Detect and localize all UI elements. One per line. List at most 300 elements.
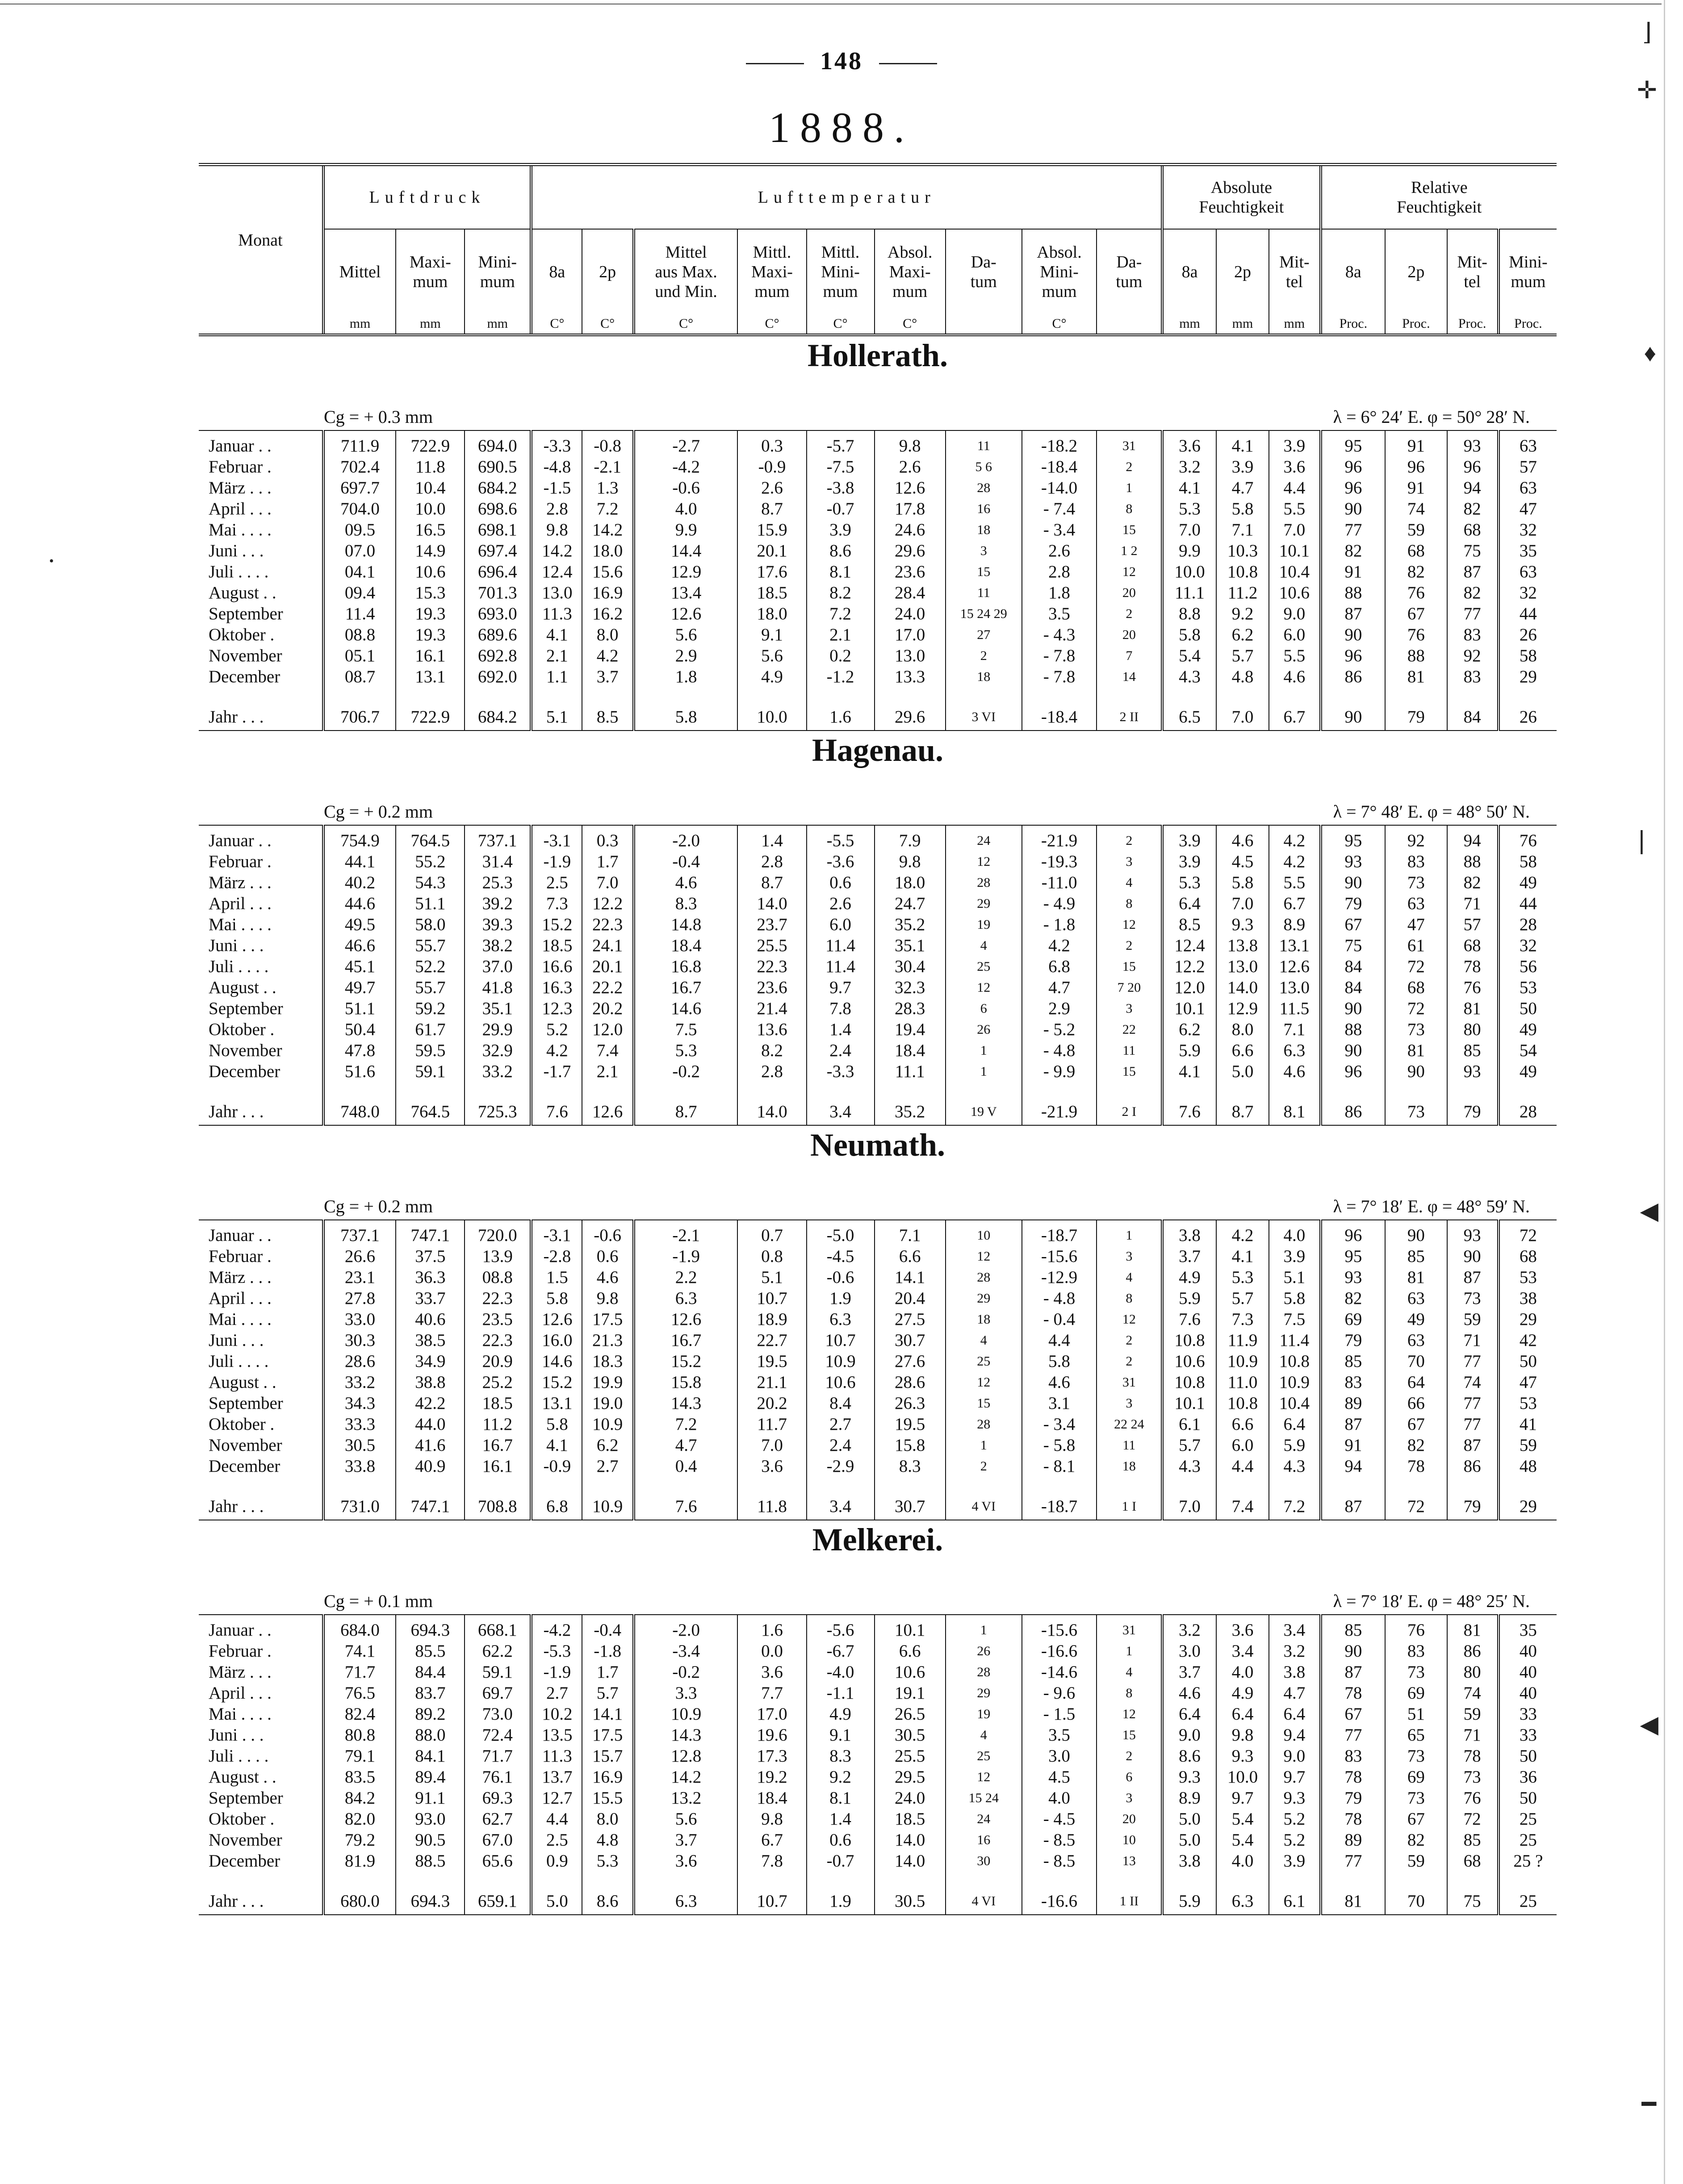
value-cell: 10.1 (1162, 1393, 1216, 1414)
value-cell: 4.7 (634, 1435, 738, 1456)
annual-value-cell: 3 VI (946, 687, 1022, 731)
value-cell: 3.9 (1162, 851, 1216, 872)
value-cell: 42.2 (396, 1393, 465, 1414)
value-cell: 4.4 (1216, 1456, 1269, 1477)
value-cell: 9.8 (737, 1808, 806, 1829)
value-cell: 63 (1385, 893, 1447, 914)
value-cell: 12.6 (875, 477, 946, 498)
value-cell: 10.9 (1269, 1372, 1320, 1393)
value-cell: 2.8 (1022, 561, 1097, 582)
annual-value-cell: 90 (1321, 687, 1386, 731)
value-cell: -1.9 (531, 851, 582, 872)
value-cell: -14.0 (1022, 477, 1097, 498)
value-cell: 90 (1321, 624, 1386, 645)
value-cell: 33.7 (396, 1288, 465, 1309)
value-cell: 13.7 (531, 1766, 582, 1787)
value-cell: 44.1 (323, 851, 396, 872)
value-cell: 79 (1321, 1330, 1386, 1351)
annual-value-cell: 3.4 (807, 1082, 875, 1125)
margin-dot: • (49, 554, 54, 568)
value-cell: 13.8 (1216, 935, 1269, 956)
value-cell: 90 (1321, 1641, 1386, 1662)
value-cell: 4.2 (1022, 935, 1097, 956)
value-cell: 10 (946, 1220, 1022, 1246)
col-datum: Da- tum (946, 229, 1022, 314)
value-cell: 7.5 (634, 1019, 738, 1040)
value-cell: 2.7 (582, 1456, 633, 1477)
value-cell: 44 (1499, 893, 1557, 914)
value-cell: 13.0 (875, 645, 946, 666)
unit-cell: Proc. (1385, 314, 1447, 335)
annual-value-cell: 659.1 (465, 1871, 531, 1915)
value-cell: 8.3 (634, 893, 738, 914)
value-cell: 76.5 (323, 1683, 396, 1704)
value-cell: 14.1 (582, 1704, 633, 1725)
value-cell: -5.7 (807, 430, 875, 456)
value-cell: 3.4 (1216, 1641, 1269, 1662)
value-cell: 15 (1097, 956, 1162, 977)
unit-cell: C° (875, 314, 946, 335)
value-cell: 19.3 (396, 624, 465, 645)
value-cell: 701.3 (465, 582, 531, 603)
value-cell: 9.0 (1269, 1746, 1320, 1766)
value-cell: 8.6 (1162, 1746, 1216, 1766)
value-cell: 28.4 (875, 582, 946, 603)
value-cell: 85 (1321, 1615, 1386, 1641)
value-cell: 44.6 (323, 893, 396, 914)
annual-value-cell: 8.7 (634, 1082, 738, 1125)
annual-value-cell: 11.8 (737, 1477, 806, 1520)
value-cell: 17.6 (737, 561, 806, 582)
table-row (199, 851, 1557, 872)
value-cell: - 1.8 (1022, 914, 1097, 935)
value-cell: 0.2 (807, 645, 875, 666)
value-cell: 4.7 (1216, 477, 1269, 498)
value-cell: 83 (1385, 1641, 1447, 1662)
value-cell: 693.0 (465, 603, 531, 624)
month-label: April . . . (209, 1683, 272, 1703)
value-cell: 22 (1097, 1019, 1162, 1040)
value-cell: 23.6 (875, 561, 946, 582)
value-cell: 3 (946, 540, 1022, 561)
table-row (199, 1435, 1557, 1456)
value-cell: 40 (1499, 1662, 1557, 1683)
value-cell: 2.5 (531, 1829, 582, 1850)
value-cell: -0.6 (807, 1267, 875, 1288)
value-cell: 711.9 (323, 430, 396, 456)
table-row (199, 1746, 1557, 1766)
value-cell: 8.7 (737, 498, 806, 519)
value-cell: 33.8 (323, 1456, 396, 1477)
value-cell: 5.3 (1216, 1267, 1269, 1288)
value-cell: 4 (1097, 872, 1162, 893)
value-cell: 1 (1097, 477, 1162, 498)
value-cell: 4.1 (1216, 1246, 1269, 1267)
value-cell: 81 (1385, 666, 1447, 687)
station-name: Neumath. (810, 1127, 945, 1163)
value-cell: 5.5 (1269, 872, 1320, 893)
value-cell: 3.7 (634, 1829, 738, 1850)
value-cell: 9.3 (1216, 914, 1269, 935)
value-cell: 72 (1447, 1808, 1499, 1829)
value-cell: -2.1 (582, 456, 633, 477)
value-cell: 8.3 (807, 1746, 875, 1766)
value-cell: 2.8 (531, 498, 582, 519)
value-cell: -1.2 (807, 666, 875, 687)
value-cell: 30.7 (875, 1330, 946, 1351)
month-label: December (209, 1062, 280, 1081)
value-cell: 0.9 (531, 1850, 582, 1871)
value-cell: 3.8 (1162, 1850, 1216, 1871)
value-cell: 87 (1321, 1662, 1386, 1683)
value-cell: 7.2 (582, 498, 633, 519)
value-cell: 5.8 (1162, 624, 1216, 645)
month-label: Februar . (209, 457, 272, 476)
value-cell: 51 (1385, 1704, 1447, 1725)
value-cell: -3.3 (531, 430, 582, 456)
col-absol-mini: Absol. Mini- mum (1022, 229, 1097, 314)
value-cell: -0.7 (807, 1850, 875, 1871)
value-cell: 20.2 (737, 1393, 806, 1414)
value-cell: 77 (1447, 1393, 1499, 1414)
value-cell: 8.0 (582, 624, 633, 645)
value-cell: 704.0 (323, 498, 396, 519)
value-cell: -0.4 (582, 1615, 633, 1641)
value-cell: 94 (1447, 825, 1499, 851)
value-cell: 7.2 (807, 603, 875, 624)
unit-cell (1097, 314, 1162, 335)
table-row (199, 498, 1557, 519)
value-cell: 24.6 (875, 519, 946, 540)
station-header (199, 1125, 1557, 1193)
value-cell: 94 (1321, 1456, 1386, 1477)
table-row (199, 1019, 1557, 1040)
month-label: November (209, 1436, 282, 1455)
value-cell: 4.6 (634, 872, 738, 893)
value-cell: 63 (1499, 430, 1557, 456)
month-label: Januar . . (209, 1620, 272, 1640)
value-cell: 89 (1321, 1393, 1386, 1414)
value-cell: 28 (946, 477, 1022, 498)
value-cell: 78 (1321, 1766, 1386, 1787)
value-cell: 9.1 (737, 624, 806, 645)
value-cell: 31 (1097, 430, 1162, 456)
value-cell: 7.1 (1269, 1019, 1320, 1040)
value-cell: 1.7 (582, 1662, 633, 1683)
value-cell: 15 24 (946, 1787, 1022, 1808)
value-cell: 9.1 (807, 1725, 875, 1746)
value-cell: 26.3 (875, 1393, 946, 1414)
value-cell: 33 (1499, 1704, 1557, 1725)
value-cell: 15.2 (531, 914, 582, 935)
value-cell: 69 (1385, 1683, 1447, 1704)
value-cell: 4.2 (1269, 825, 1320, 851)
value-cell: 6.2 (582, 1435, 633, 1456)
value-cell: 25.5 (875, 1746, 946, 1766)
value-cell: 24 (946, 825, 1022, 851)
value-cell: 8.5 (1162, 914, 1216, 935)
value-cell: -3.8 (807, 477, 875, 498)
value-cell: 81 (1447, 998, 1499, 1019)
value-cell: 89.4 (396, 1766, 465, 1787)
value-cell: 12.4 (531, 561, 582, 582)
annual-value-cell: 1 I (1097, 1477, 1162, 1520)
value-cell: 690.5 (465, 456, 531, 477)
value-cell: 16 (946, 1829, 1022, 1850)
value-cell: 24.0 (875, 603, 946, 624)
value-cell: 6.3 (807, 1309, 875, 1330)
value-cell: 3.0 (1162, 1641, 1216, 1662)
annual-value-cell: 4 VI (946, 1871, 1022, 1915)
value-cell: -2.7 (634, 430, 738, 456)
value-cell: 6.4 (1162, 893, 1216, 914)
month-label: Februar . (209, 1641, 272, 1661)
value-cell: 9.0 (1269, 603, 1320, 624)
value-cell: 4.7 (1269, 1683, 1320, 1704)
value-cell: 71.7 (465, 1746, 531, 1766)
value-cell: 7.6 (1162, 1309, 1216, 1330)
value-cell: 74 (1447, 1683, 1499, 1704)
value-cell: 09.4 (323, 582, 396, 603)
value-cell: 3.3 (634, 1683, 738, 1704)
value-cell: 4.2 (582, 645, 633, 666)
value-cell: 24 (946, 1808, 1022, 1829)
table-row (199, 519, 1557, 540)
value-cell: 7.0 (1216, 893, 1269, 914)
value-cell: 66 (1385, 1393, 1447, 1414)
value-cell: 38.5 (396, 1330, 465, 1351)
col-mittel-maxmin: Mittel aus Max. und Min. (634, 229, 738, 314)
value-cell: 10.4 (1269, 561, 1320, 582)
value-cell: 55.2 (396, 851, 465, 872)
value-cell: -1.1 (807, 1683, 875, 1704)
value-cell: 11.0 (1216, 1372, 1269, 1393)
value-cell: 4.2 (531, 1040, 582, 1061)
value-cell: 7.5 (1269, 1309, 1320, 1330)
value-cell: 83 (1447, 666, 1499, 687)
month-label: September (209, 999, 283, 1018)
value-cell: 35 (1499, 1615, 1557, 1641)
value-cell: 32 (1499, 519, 1557, 540)
value-cell: 26.6 (323, 1246, 396, 1267)
value-cell: 2.6 (875, 456, 946, 477)
value-cell: 65.6 (465, 1850, 531, 1871)
value-cell: 17.0 (875, 624, 946, 645)
unit-cell: mm (1216, 314, 1269, 335)
value-cell: 0.6 (807, 872, 875, 893)
value-cell: 689.6 (465, 624, 531, 645)
col-rf-8a: 8a (1321, 229, 1386, 314)
value-cell: - 5.2 (1022, 1019, 1097, 1040)
unit-cell (946, 314, 1022, 335)
value-cell: 96 (1321, 456, 1386, 477)
value-cell: 17.5 (582, 1725, 633, 1746)
value-cell: 82 (1321, 1288, 1386, 1309)
value-cell: 5.7 (1216, 645, 1269, 666)
value-cell: 19.5 (875, 1414, 946, 1435)
value-cell: - 4.9 (1022, 893, 1097, 914)
value-cell: 59 (1385, 1850, 1447, 1871)
col-mittl-mini: Mittl. Mini- mum (807, 229, 875, 314)
value-cell: 59.2 (396, 998, 465, 1019)
value-cell: 6.0 (807, 914, 875, 935)
value-cell: 59 (1447, 1309, 1499, 1330)
annual-value-cell: 8.7 (1216, 1082, 1269, 1125)
value-cell: 12 (946, 1766, 1022, 1787)
value-cell: 3.9 (1269, 1850, 1320, 1871)
value-cell: 95 (1321, 825, 1386, 851)
value-cell: 2.1 (582, 1061, 633, 1082)
value-cell: 3.8 (1162, 1220, 1216, 1246)
value-cell: 11.4 (1269, 1330, 1320, 1351)
annual-value-cell: 10.9 (582, 1477, 633, 1520)
value-cell: 14.2 (531, 540, 582, 561)
value-cell: 72 (1499, 1220, 1557, 1246)
value-cell: -14.6 (1022, 1662, 1097, 1683)
value-cell: 12.0 (582, 1019, 633, 1040)
value-cell: 26.5 (875, 1704, 946, 1725)
value-cell: 5.7 (1216, 1288, 1269, 1309)
value-cell: -4.0 (807, 1662, 875, 1683)
value-cell: 6.2 (1162, 1019, 1216, 1040)
value-cell: 55.7 (396, 977, 465, 998)
value-cell: 8.7 (737, 872, 806, 893)
value-cell: 57 (1499, 456, 1557, 477)
value-cell: 9.8 (531, 519, 582, 540)
value-cell: 14.6 (531, 1351, 582, 1372)
value-cell: 2.9 (1022, 998, 1097, 1019)
value-cell: 9.2 (1216, 603, 1269, 624)
value-cell: 5.8 (1216, 498, 1269, 519)
col-af-mittel: Mit- tel (1269, 229, 1320, 314)
value-cell: 89 (1321, 1829, 1386, 1850)
value-cell: 67 (1385, 603, 1447, 624)
value-cell: 27.5 (875, 1309, 946, 1330)
value-cell: 11.1 (875, 1061, 946, 1082)
value-cell: 737.1 (323, 1220, 396, 1246)
value-cell: 54.3 (396, 872, 465, 893)
value-cell: 80 (1447, 1019, 1499, 1040)
value-cell: 6.4 (1162, 1704, 1216, 1725)
value-cell: 696.4 (465, 561, 531, 582)
value-cell: 76 (1385, 1615, 1447, 1641)
table-row (199, 1808, 1557, 1829)
value-cell: 2 (1097, 1351, 1162, 1372)
value-cell: 5.3 (634, 1040, 738, 1061)
value-cell: - 5.8 (1022, 1435, 1097, 1456)
value-cell: 6.4 (1269, 1414, 1320, 1435)
month-label: Mai . . . . (209, 915, 272, 934)
value-cell: 49.5 (323, 914, 396, 935)
value-cell: 2.6 (1022, 540, 1097, 561)
value-cell: 79.2 (323, 1829, 396, 1850)
col-mittel: Mittel (323, 229, 396, 314)
annual-value-cell: 86 (1321, 1082, 1386, 1125)
value-cell: 88 (1385, 645, 1447, 666)
value-cell: 8.1 (807, 561, 875, 582)
month-label: Oktober . (209, 625, 275, 644)
month-label: August . . (209, 1767, 276, 1787)
value-cell: 68 (1385, 977, 1447, 998)
value-cell: 5.5 (1269, 498, 1320, 519)
value-cell: 38.8 (396, 1372, 465, 1393)
value-cell: 5.5 (1269, 645, 1320, 666)
annual-value-cell: 1 II (1097, 1871, 1162, 1915)
value-cell: 37.5 (396, 1246, 465, 1267)
year-title: 1888. (769, 104, 914, 151)
value-cell: 2 (1097, 935, 1162, 956)
value-cell: 4.9 (737, 666, 806, 687)
annual-value-cell: 7.2 (1269, 1477, 1320, 1520)
value-cell: 32.9 (465, 1040, 531, 1061)
table-row (199, 1220, 1557, 1246)
value-cell: 29.5 (875, 1766, 946, 1787)
value-cell: 73 (1385, 872, 1447, 893)
value-cell: 12 (946, 851, 1022, 872)
table-row (199, 1829, 1557, 1850)
value-cell: 11.4 (323, 603, 396, 624)
value-cell: - 3.4 (1022, 519, 1097, 540)
value-cell: 3.2 (1162, 1615, 1216, 1641)
value-cell: 3.7 (1162, 1246, 1216, 1267)
value-cell: 2.6 (737, 477, 806, 498)
value-cell: 6.4 (1269, 1704, 1320, 1725)
value-cell: 77 (1321, 1850, 1386, 1871)
value-cell: 668.1 (465, 1615, 531, 1641)
value-cell: 15.2 (531, 1372, 582, 1393)
value-cell: 50 (1499, 1351, 1557, 1372)
value-cell: 11 (1097, 1040, 1162, 1061)
value-cell: 07.0 (323, 540, 396, 561)
value-cell: 83.7 (396, 1683, 465, 1704)
value-cell: 33.2 (465, 1061, 531, 1082)
value-cell: -0.2 (634, 1061, 738, 1082)
value-cell: 18 (946, 519, 1022, 540)
annual-value-cell: 35.2 (875, 1082, 946, 1125)
value-cell: -0.9 (737, 456, 806, 477)
value-cell: 2 (1097, 825, 1162, 851)
value-cell: 73 (1385, 1787, 1447, 1808)
value-cell: 12.2 (1162, 956, 1216, 977)
value-cell: 20.2 (582, 998, 633, 1019)
value-cell: 14.2 (634, 1766, 738, 1787)
value-cell: 83 (1447, 624, 1499, 645)
value-cell: 4.7 (1022, 977, 1097, 998)
value-cell: 93 (1321, 1267, 1386, 1288)
value-cell: 18.3 (582, 1351, 633, 1372)
value-cell: 58 (1499, 851, 1557, 872)
value-cell: 16.5 (396, 519, 465, 540)
unit-cell (199, 314, 323, 335)
value-cell: 9.3 (1269, 1787, 1320, 1808)
value-cell: 69 (1385, 1766, 1447, 1787)
value-cell: 4.8 (1216, 666, 1269, 687)
value-cell: 1.3 (582, 477, 633, 498)
table-row (199, 1393, 1557, 1414)
value-cell: 16.9 (582, 1766, 633, 1787)
value-cell: 29 (946, 1288, 1022, 1309)
value-cell: 90.5 (396, 1829, 465, 1850)
value-cell: 30.4 (875, 956, 946, 977)
value-cell: 4.4 (531, 1808, 582, 1829)
unit-cell: C° (634, 314, 738, 335)
value-cell: 7.7 (737, 1683, 806, 1704)
value-cell: 19.1 (875, 1683, 946, 1704)
value-cell: -1.9 (531, 1662, 582, 1683)
value-cell: 87 (1447, 561, 1499, 582)
value-cell: -2.0 (634, 825, 738, 851)
value-cell: 3.6 (634, 1850, 738, 1871)
